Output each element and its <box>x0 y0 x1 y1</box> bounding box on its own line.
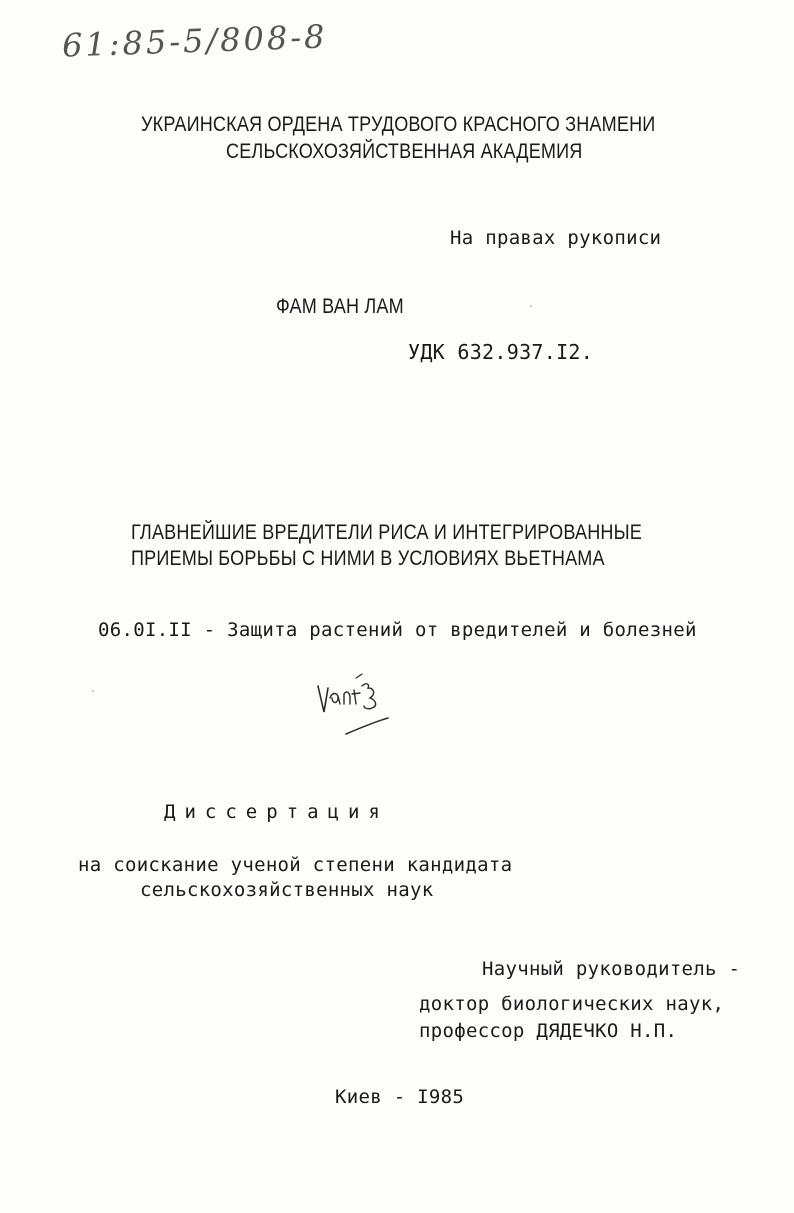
rights-notice: На правах рукописи <box>450 227 662 249</box>
degree-line-1: на соискание ученой степени кандидата <box>78 854 513 876</box>
paper-speck <box>530 305 532 307</box>
document-type: Диссертация <box>164 801 389 823</box>
author-name: ФАМ ВАН ЛАМ <box>276 295 404 318</box>
specialty-code: 06.0I.II - Защита растений от вредителей и болезней <box>98 619 697 641</box>
supervisor-line-1: Научный руководитель - <box>482 958 741 980</box>
handwritten-archive-code: 61:85-5/808-8 <box>61 17 329 65</box>
supervisor-line-2: доктор биологических наук, <box>419 993 725 1015</box>
supervisor-line-3: профессор ДЯДЕЧКО Н.П. <box>419 1020 678 1042</box>
institution-line-1: УКРАИНСКАЯ ОРДЕНА ТРУДОВОГО КРАСНОГО ЗНАМЕНИ <box>141 113 656 136</box>
paper-speck <box>92 690 94 692</box>
thesis-title-line-1: ГЛАВНЕЙШИЕ ВРЕДИТЕЛИ РИСА И ИНТЕГРИРОВАННЫЕ <box>131 521 643 544</box>
degree-line-2: сельскохозяйственных наук <box>140 879 434 901</box>
place-and-year: Киев - I985 <box>335 1086 465 1108</box>
institution-line-2: СЕЛЬСКОХОЗЯЙСТВЕННАЯ АКАДЕМИЯ <box>226 140 583 163</box>
udc-code: УДК 632.937.I2. <box>408 340 594 364</box>
thesis-title-line-2: ПРИЕМЫ БОРЬБЫ С НИМИ В УСЛОВИЯХ ВЬЕТНАМА <box>131 547 605 570</box>
signature-image <box>312 668 408 742</box>
